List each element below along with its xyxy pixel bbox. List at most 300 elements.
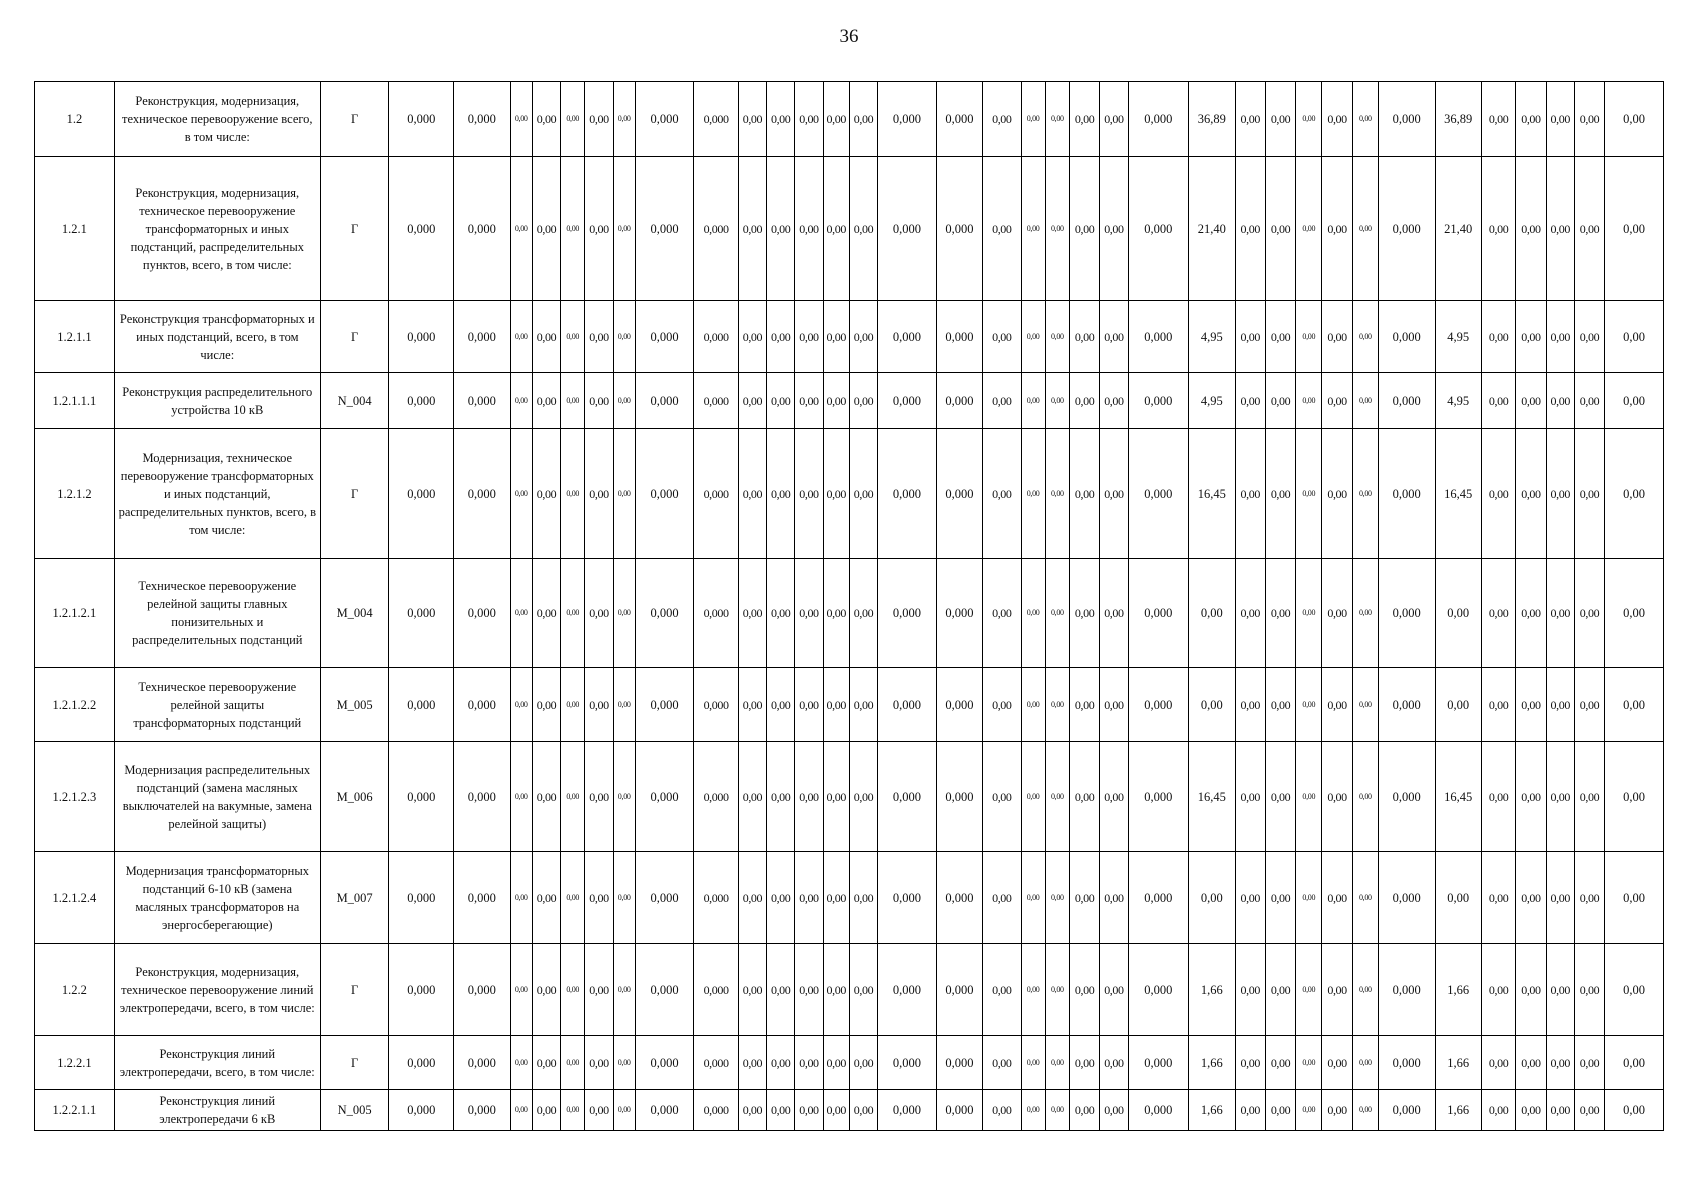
value-cell: 0,00 <box>738 82 766 157</box>
value-cell: 0,00 <box>767 852 795 944</box>
value-cell: 0,00 <box>1516 1090 1546 1131</box>
value-cell: 0,000 <box>1128 157 1189 301</box>
value-cell: 0,00 <box>1516 559 1546 668</box>
value-cell: 0,00 <box>1265 157 1295 301</box>
value-cell: 0,00 <box>1296 668 1322 742</box>
value-cell: 0,000 <box>389 668 454 742</box>
value-cell: 0,000 <box>1128 668 1189 742</box>
value-cell: 0,000 <box>389 82 454 157</box>
value-cell: 0,00 <box>1322 852 1352 944</box>
value-cell: 0,00 <box>532 852 560 944</box>
value-cell: 0,00 <box>1045 742 1069 852</box>
value-cell: 0,00 <box>767 82 795 157</box>
row-index: 1.2 <box>35 82 115 157</box>
table-row <box>35 82 1664 157</box>
value-cell: 0,00 <box>1481 429 1515 559</box>
value-cell: 0,000 <box>389 742 454 852</box>
value-cell: 0,000 <box>694 944 738 1036</box>
project-code: Г <box>320 301 389 373</box>
value-cell: 0,00 <box>1322 944 1352 1036</box>
value-cell: 0,00 <box>1069 301 1099 373</box>
value-cell: 0,00 <box>585 944 613 1036</box>
value-cell: 0,000 <box>1378 373 1435 429</box>
value-cell: 0,00 <box>738 157 766 301</box>
value-cell: 0,00 <box>1021 944 1045 1036</box>
value-cell: 0,00 <box>1322 429 1352 559</box>
value-cell: 0,00 <box>849 157 877 301</box>
value-cell: 0,00 <box>767 742 795 852</box>
value-cell: 0,00 <box>795 301 823 373</box>
value-cell: 0,00 <box>795 742 823 852</box>
value-cell: 0,00 <box>767 157 795 301</box>
value-cell: 0,00 <box>1296 1090 1322 1131</box>
value-cell: 0,00 <box>510 157 532 301</box>
value-cell: 0,00 <box>1574 944 1604 1036</box>
value-cell: 0,00 <box>585 82 613 157</box>
value-cell: 0,00 <box>1045 1090 1069 1131</box>
value-cell: 0,000 <box>936 82 982 157</box>
project-code: M_005 <box>320 668 389 742</box>
value-cell: 0,00 <box>1235 668 1265 742</box>
value-cell: 0,00 <box>1296 559 1322 668</box>
value-cell: 0,000 <box>694 373 738 429</box>
value-cell: 0,00 <box>1265 82 1295 157</box>
value-cell: 0,00 <box>1296 157 1322 301</box>
value-cell: 0,00 <box>1546 668 1574 742</box>
value-cell: 0,000 <box>936 429 982 559</box>
value-cell: 0,00 <box>510 944 532 1036</box>
value-cell: 0,000 <box>694 157 738 301</box>
value-cell: 0,000 <box>878 301 937 373</box>
value-cell: 0,000 <box>454 742 511 852</box>
value-cell: 0,000 <box>389 157 454 301</box>
value-cell: 0,00 <box>738 852 766 944</box>
value-cell: 0,000 <box>389 1036 454 1090</box>
value-cell: 0,00 <box>1352 1090 1378 1131</box>
value-cell: 0,000 <box>635 944 694 1036</box>
value-cell: 0,00 <box>1069 668 1099 742</box>
value-cell: 0,00 <box>823 82 849 157</box>
investment-table <box>34 81 1664 1131</box>
value-cell: 36,89 <box>1435 82 1481 157</box>
row-index: 1.2.1.1 <box>35 301 115 373</box>
value-cell: 0,00 <box>585 1036 613 1090</box>
value-cell: 0,00 <box>532 429 560 559</box>
value-cell: 0,000 <box>878 944 937 1036</box>
value-cell: 0,00 <box>1189 559 1235 668</box>
value-cell: 0,00 <box>738 429 766 559</box>
value-cell: 0,00 <box>849 82 877 157</box>
value-cell: 0,00 <box>738 1090 766 1131</box>
value-cell: 0,00 <box>1296 852 1322 944</box>
value-cell: 0,00 <box>1605 1090 1664 1131</box>
value-cell: 0,000 <box>635 559 694 668</box>
value-cell: 0,00 <box>823 429 849 559</box>
value-cell: 0,00 <box>532 1090 560 1131</box>
value-cell: 0,00 <box>1021 157 1045 301</box>
value-cell: 0,00 <box>561 1090 585 1131</box>
value-cell: 0,000 <box>878 1036 937 1090</box>
value-cell: 0,00 <box>849 852 877 944</box>
value-cell: 0,00 <box>1045 373 1069 429</box>
value-cell: 0,00 <box>1265 1036 1295 1090</box>
value-cell: 0,000 <box>694 301 738 373</box>
value-cell: 0,000 <box>1128 82 1189 157</box>
value-cell: 0,00 <box>1322 1090 1352 1131</box>
value-cell: 0,000 <box>694 429 738 559</box>
value-cell: 0,000 <box>454 668 511 742</box>
value-cell: 0,00 <box>1605 852 1664 944</box>
value-cell: 0,00 <box>561 429 585 559</box>
value-cell: 0,00 <box>561 301 585 373</box>
value-cell: 0,000 <box>635 668 694 742</box>
value-cell: 0,00 <box>1605 742 1664 852</box>
value-cell: 0,00 <box>1352 429 1378 559</box>
value-cell: 0,00 <box>1045 852 1069 944</box>
project-code: Г <box>320 429 389 559</box>
value-cell: 0,000 <box>454 429 511 559</box>
value-cell: 0,00 <box>738 944 766 1036</box>
value-cell: 0,00 <box>1546 944 1574 1036</box>
project-name: Реконструкция, модернизация, техническое перевооружение линий электропередачи, всего, в том числе: <box>114 944 320 1036</box>
value-cell: 0,00 <box>1352 373 1378 429</box>
value-cell: 0,00 <box>1069 373 1099 429</box>
value-cell: 0,00 <box>532 1036 560 1090</box>
value-cell: 4,95 <box>1435 373 1481 429</box>
value-cell: 0,00 <box>1100 373 1128 429</box>
value-cell: 0,00 <box>1296 944 1322 1036</box>
value-cell: 0,000 <box>1378 559 1435 668</box>
value-cell: 0,00 <box>1021 1036 1045 1090</box>
value-cell: 0,00 <box>585 742 613 852</box>
value-cell: 0,00 <box>767 559 795 668</box>
project-code: Г <box>320 1036 389 1090</box>
value-cell: 0,00 <box>1235 559 1265 668</box>
value-cell: 0,00 <box>1296 82 1322 157</box>
value-cell: 0,00 <box>1021 742 1045 852</box>
value-cell: 0,000 <box>878 852 937 944</box>
value-cell: 0,00 <box>795 944 823 1036</box>
value-cell: 0,00 <box>823 852 849 944</box>
value-cell: 0,00 <box>1021 668 1045 742</box>
table-row <box>35 944 1664 1036</box>
value-cell: 0,000 <box>1128 429 1189 559</box>
value-cell: 0,000 <box>389 429 454 559</box>
value-cell: 0,000 <box>1378 742 1435 852</box>
value-cell: 0,000 <box>1378 1036 1435 1090</box>
value-cell: 0,000 <box>1128 944 1189 1036</box>
value-cell: 0,00 <box>1322 742 1352 852</box>
value-cell: 0,00 <box>795 373 823 429</box>
value-cell: 0,00 <box>613 742 635 852</box>
value-cell: 0,00 <box>532 559 560 668</box>
value-cell: 0,00 <box>823 373 849 429</box>
value-cell: 0,00 <box>795 157 823 301</box>
value-cell: 0,00 <box>1045 429 1069 559</box>
value-cell: 0,00 <box>585 157 613 301</box>
value-cell: 0,00 <box>1352 82 1378 157</box>
value-cell: 0,00 <box>585 559 613 668</box>
project-name: Реконструкция трансформаторных и иных подстанций, всего, в том числе: <box>114 301 320 373</box>
value-cell: 0,000 <box>1378 429 1435 559</box>
value-cell: 0,00 <box>1352 852 1378 944</box>
value-cell: 0,00 <box>849 559 877 668</box>
value-cell: 0,00 <box>823 1036 849 1090</box>
value-cell: 0,000 <box>1378 157 1435 301</box>
value-cell: 0,00 <box>1481 668 1515 742</box>
value-cell: 0,00 <box>585 301 613 373</box>
row-index: 1.2.1.2.4 <box>35 852 115 944</box>
project-code: Г <box>320 82 389 157</box>
value-cell: 0,00 <box>795 559 823 668</box>
value-cell: 0,00 <box>532 373 560 429</box>
value-cell: 0,000 <box>635 1036 694 1090</box>
value-cell: 0,00 <box>1605 944 1664 1036</box>
value-cell: 0,00 <box>1546 429 1574 559</box>
value-cell: 0,000 <box>936 944 982 1036</box>
value-cell: 0,00 <box>1235 157 1265 301</box>
value-cell: 0,000 <box>1128 559 1189 668</box>
value-cell: 0,00 <box>1100 559 1128 668</box>
value-cell: 0,00 <box>1516 301 1546 373</box>
value-cell: 0,00 <box>738 1036 766 1090</box>
value-cell: 0,00 <box>613 1036 635 1090</box>
value-cell: 21,40 <box>1189 157 1235 301</box>
value-cell: 0,00 <box>1605 668 1664 742</box>
value-cell: 1,66 <box>1435 944 1481 1036</box>
value-cell: 0,00 <box>1574 82 1604 157</box>
value-cell: 0,00 <box>1574 373 1604 429</box>
value-cell: 0,00 <box>1045 157 1069 301</box>
value-cell: 0,00 <box>983 944 1021 1036</box>
value-cell: 0,000 <box>1378 1090 1435 1131</box>
value-cell: 0,00 <box>1045 559 1069 668</box>
table-row <box>35 852 1664 944</box>
value-cell: 0,00 <box>767 301 795 373</box>
value-cell: 0,00 <box>823 559 849 668</box>
value-cell: 0,00 <box>1265 852 1295 944</box>
value-cell: 0,00 <box>613 301 635 373</box>
value-cell: 0,00 <box>1574 668 1604 742</box>
value-cell: 0,00 <box>795 852 823 944</box>
value-cell: 0,00 <box>1069 1090 1099 1131</box>
table-row <box>35 301 1664 373</box>
value-cell: 0,00 <box>1322 82 1352 157</box>
value-cell: 0,00 <box>1021 429 1045 559</box>
value-cell: 0,00 <box>738 742 766 852</box>
value-cell: 0,000 <box>878 373 937 429</box>
value-cell: 36,89 <box>1189 82 1235 157</box>
value-cell: 0,000 <box>878 742 937 852</box>
value-cell: 0,00 <box>1546 157 1574 301</box>
value-cell: 0,00 <box>1574 429 1604 559</box>
project-name: Техническое перевооружение релейной защиты трансформаторных подстанций <box>114 668 320 742</box>
value-cell: 0,00 <box>1322 1036 1352 1090</box>
value-cell: 0,00 <box>1516 157 1546 301</box>
value-cell: 0,00 <box>1021 373 1045 429</box>
value-cell: 0,00 <box>1516 852 1546 944</box>
value-cell: 0,000 <box>1128 852 1189 944</box>
value-cell: 0,00 <box>1100 944 1128 1036</box>
value-cell: 0,00 <box>1021 559 1045 668</box>
value-cell: 0,00 <box>1322 157 1352 301</box>
value-cell: 0,00 <box>849 668 877 742</box>
value-cell: 0,00 <box>767 373 795 429</box>
value-cell: 0,00 <box>767 429 795 559</box>
value-cell: 0,00 <box>1100 852 1128 944</box>
value-cell: 0,000 <box>694 82 738 157</box>
value-cell: 0,00 <box>561 1036 585 1090</box>
value-cell: 0,00 <box>1265 429 1295 559</box>
value-cell: 0,00 <box>1516 373 1546 429</box>
value-cell: 0,000 <box>389 373 454 429</box>
value-cell: 0,00 <box>561 559 585 668</box>
value-cell: 0,00 <box>1574 1090 1604 1131</box>
value-cell: 0,00 <box>823 157 849 301</box>
value-cell: 0,00 <box>1322 668 1352 742</box>
value-cell: 0,00 <box>823 742 849 852</box>
value-cell: 0,00 <box>1069 1036 1099 1090</box>
value-cell: 0,00 <box>983 668 1021 742</box>
value-cell: 0,00 <box>1045 1036 1069 1090</box>
value-cell: 1,66 <box>1189 1090 1235 1131</box>
value-cell: 0,000 <box>936 742 982 852</box>
value-cell: 0,00 <box>1322 559 1352 668</box>
value-cell: 0,00 <box>1322 373 1352 429</box>
value-cell: 0,00 <box>613 373 635 429</box>
value-cell: 0,00 <box>1100 301 1128 373</box>
value-cell: 0,00 <box>532 742 560 852</box>
value-cell: 0,00 <box>561 157 585 301</box>
value-cell: 0,00 <box>585 1090 613 1131</box>
value-cell: 0,00 <box>1265 944 1295 1036</box>
value-cell: 0,00 <box>510 852 532 944</box>
value-cell: 16,45 <box>1435 742 1481 852</box>
value-cell: 0,00 <box>1516 944 1546 1036</box>
value-cell: 0,00 <box>1481 301 1515 373</box>
value-cell: 1,66 <box>1189 1036 1235 1090</box>
value-cell: 0,00 <box>1265 1090 1295 1131</box>
project-name: Модернизация распределительных подстанций (замена масляных выключателей на вакумные, замена релейной защиты) <box>114 742 320 852</box>
value-cell: 0,00 <box>983 82 1021 157</box>
value-cell: 0,00 <box>532 82 560 157</box>
table-row <box>35 157 1664 301</box>
value-cell: 0,000 <box>694 668 738 742</box>
table-row <box>35 742 1664 852</box>
value-cell: 0,000 <box>878 82 937 157</box>
value-cell: 0,00 <box>1574 1036 1604 1090</box>
value-cell: 0,00 <box>1352 668 1378 742</box>
table-row <box>35 668 1664 742</box>
value-cell: 0,00 <box>983 429 1021 559</box>
value-cell: 0,00 <box>1021 82 1045 157</box>
value-cell: 0,00 <box>1516 668 1546 742</box>
value-cell: 0,000 <box>878 157 937 301</box>
value-cell: 0,00 <box>585 373 613 429</box>
value-cell: 0,00 <box>1296 742 1322 852</box>
value-cell: 0,00 <box>561 944 585 1036</box>
value-cell: 0,00 <box>983 157 1021 301</box>
value-cell: 0,000 <box>694 1036 738 1090</box>
table-row <box>35 1036 1664 1090</box>
value-cell: 0,00 <box>849 742 877 852</box>
value-cell: 0,000 <box>936 852 982 944</box>
table-row <box>35 429 1664 559</box>
value-cell: 0,000 <box>635 742 694 852</box>
value-cell: 0,00 <box>1296 429 1322 559</box>
value-cell: 0,00 <box>795 1036 823 1090</box>
value-cell: 0,00 <box>561 373 585 429</box>
value-cell: 0,00 <box>849 301 877 373</box>
value-cell: 0,00 <box>1235 1036 1265 1090</box>
value-cell: 0,00 <box>1352 944 1378 1036</box>
project-name: Реконструкция линий электропередачи 6 кВ <box>114 1090 320 1131</box>
value-cell: 0,00 <box>1100 82 1128 157</box>
value-cell: 0,00 <box>532 944 560 1036</box>
value-cell: 0,00 <box>1546 301 1574 373</box>
value-cell: 0,00 <box>1481 852 1515 944</box>
value-cell: 0,00 <box>1574 742 1604 852</box>
value-cell: 0,00 <box>823 944 849 1036</box>
value-cell: 0,00 <box>585 668 613 742</box>
value-cell: 0,00 <box>1546 82 1574 157</box>
value-cell: 0,00 <box>585 852 613 944</box>
value-cell: 0,000 <box>936 301 982 373</box>
value-cell: 0,00 <box>1265 559 1295 668</box>
value-cell: 0,00 <box>1235 373 1265 429</box>
value-cell: 0,00 <box>1100 1036 1128 1090</box>
value-cell: 0,00 <box>823 301 849 373</box>
value-cell: 0,000 <box>389 1090 454 1131</box>
value-cell: 0,000 <box>635 429 694 559</box>
value-cell: 0,00 <box>613 1090 635 1131</box>
value-cell: 0,00 <box>1481 1090 1515 1131</box>
value-cell: 0,00 <box>1235 429 1265 559</box>
value-cell: 0,000 <box>936 1036 982 1090</box>
value-cell: 0,00 <box>510 1036 532 1090</box>
value-cell: 0,00 <box>1516 742 1546 852</box>
value-cell: 0,000 <box>454 157 511 301</box>
value-cell: 0,00 <box>1605 301 1664 373</box>
value-cell: 0,00 <box>1100 668 1128 742</box>
value-cell: 0,00 <box>1069 429 1099 559</box>
table-row <box>35 559 1664 668</box>
value-cell: 0,00 <box>561 852 585 944</box>
value-cell: 0,00 <box>767 944 795 1036</box>
value-cell: 16,45 <box>1189 742 1235 852</box>
value-cell: 0,00 <box>849 429 877 559</box>
value-cell: 0,00 <box>1435 668 1481 742</box>
value-cell: 0,000 <box>635 301 694 373</box>
value-cell: 0,00 <box>767 1090 795 1131</box>
value-cell: 0,00 <box>532 668 560 742</box>
value-cell: 0,00 <box>510 559 532 668</box>
value-cell: 0,00 <box>1045 82 1069 157</box>
value-cell: 0,00 <box>1322 301 1352 373</box>
project-name: Техническое перевооружение релейной защиты главных понизительных и распределительных подстанций <box>114 559 320 668</box>
value-cell: 0,00 <box>1069 157 1099 301</box>
value-cell: 0,000 <box>936 559 982 668</box>
value-cell: 0,00 <box>613 157 635 301</box>
value-cell: 0,00 <box>585 429 613 559</box>
row-index: 1.2.2 <box>35 944 115 1036</box>
project-name: Модернизация трансформаторных подстанций 6-10 кВ (замена масляных трансформаторов на энергосберегающие) <box>114 852 320 944</box>
value-cell: 0,00 <box>510 742 532 852</box>
value-cell: 0,00 <box>983 852 1021 944</box>
value-cell: 0,00 <box>738 373 766 429</box>
value-cell: 0,000 <box>1128 742 1189 852</box>
value-cell: 0,00 <box>1605 82 1664 157</box>
